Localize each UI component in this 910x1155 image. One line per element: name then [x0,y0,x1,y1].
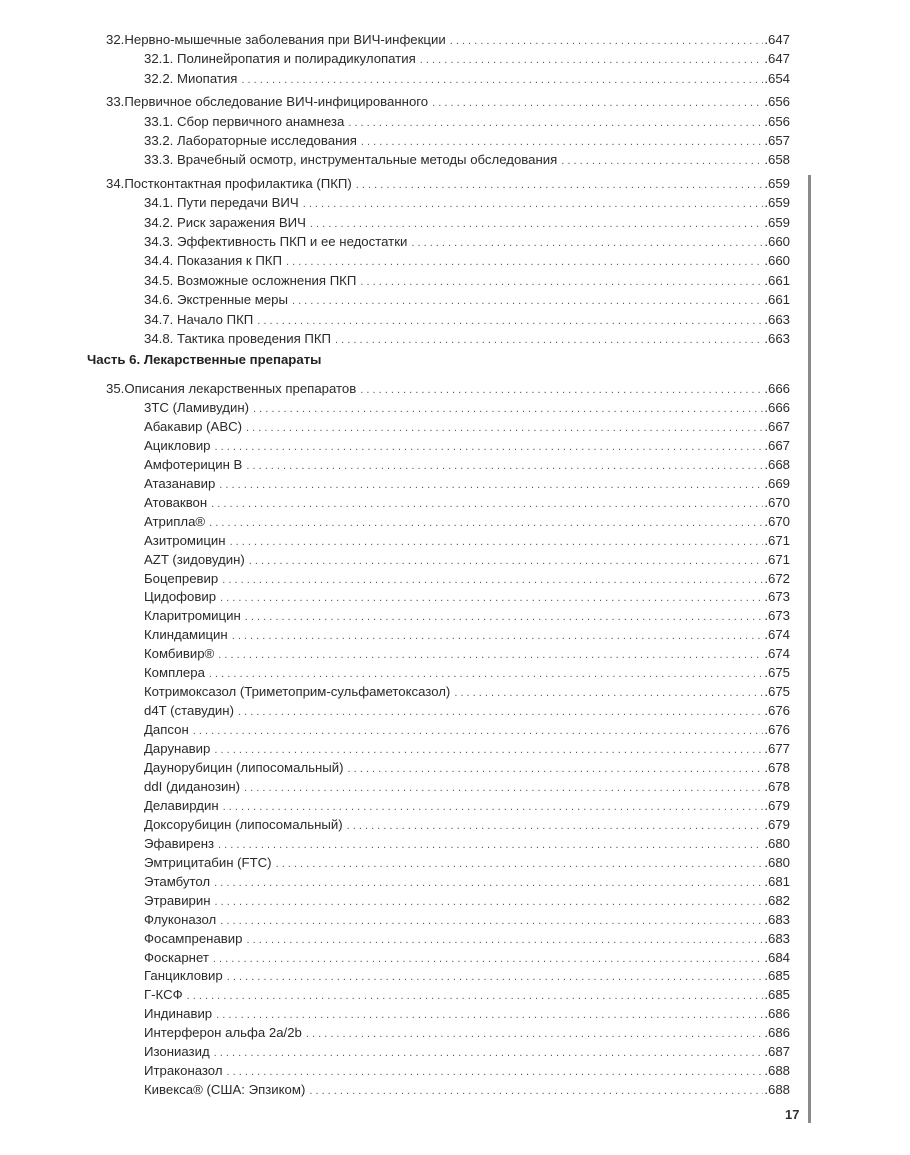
dot-leader [306,1025,763,1043]
entry-page-number: .670 [764,513,790,529]
dot-leader [411,234,763,252]
toc-subentry[interactable] [144,1081,790,1099]
toc-subentry[interactable] [144,418,790,436]
entry-title: Атазанавир [144,475,216,491]
entry-page-number: .659 [764,195,790,211]
toc-subentry[interactable] [144,702,790,720]
entry-title: 33.1. Сбор первичного анамнеза [144,113,345,129]
entry-page-number: .682 [764,892,790,908]
dot-leader [360,273,763,291]
dot-leader [246,457,763,475]
toc-subentry[interactable] [144,194,790,212]
entry-title: 34.7. Начало ПКП [144,311,254,327]
toc-subentry[interactable] [144,399,790,417]
entry-page-number: .675 [764,665,790,681]
entry-title: Итраконазол [144,1063,223,1079]
entry-title: Эфавиренз [144,835,215,851]
entry-page-number: .656 [764,94,790,110]
dot-leader [238,703,763,721]
entry-page-number: .663 [764,311,790,327]
dot-leader [218,836,763,854]
toc-subentry[interactable] [144,759,790,777]
entry-page-number: .659 [764,175,790,191]
entry-page-number: .666 [764,381,790,396]
toc-subentry[interactable] [144,949,790,967]
entry-page-number: .681 [764,873,790,889]
entry-page-number: .647 [764,51,790,67]
entry-page-number: .660 [764,253,790,269]
entry-page-number: .657 [764,133,790,148]
entry-title: Фоскарнет [144,949,209,965]
toc-subentry[interactable] [144,797,790,815]
entry-title: Клиндамицин [144,627,228,643]
entry-page-number: .661 [764,272,790,288]
toc-subentry[interactable] [144,664,790,682]
entry-title: 34.Постконтактная профилактика (ПКП) [106,175,352,191]
entry-page-number: .683 [764,930,790,946]
entry-page-number: .672 [764,570,790,586]
page-number: 17 [785,1107,800,1122]
dot-leader [214,1044,764,1062]
dot-leader [241,71,763,89]
toc-subentry[interactable] [144,214,790,232]
dot-leader [253,400,763,418]
entry-page-number: .679 [764,797,790,813]
dot-leader [232,627,764,645]
entry-page-number: .680 [764,854,790,870]
toc-subentry[interactable] [144,721,790,739]
dot-leader [220,589,763,607]
entry-title: 34.6. Экстренные меры [144,292,288,308]
entry-page-number: .667 [764,437,790,453]
toc-subentry[interactable] [144,456,790,474]
dot-leader [211,495,763,513]
dot-leader [348,760,764,778]
entry-title: 32.2. Миопатия [144,70,238,86]
entry-page-number: .680 [764,835,790,851]
toc-subentry[interactable] [144,740,790,758]
dot-leader [245,608,764,626]
entry-title: 32.1. Полинейропатия и полирадикулопатия [144,51,416,67]
dot-leader [193,722,764,740]
entry-title: Делавирдин [144,797,219,813]
entry-page-number: .686 [764,1025,790,1041]
dot-leader [227,968,764,986]
toc-subentry[interactable] [144,967,790,985]
dot-leader [222,571,763,589]
dot-leader [215,893,764,911]
entry-page-number: .671 [764,532,790,548]
entry-title: 33.3. Врачебный осмотр, инструментальные методы обследования [144,152,558,168]
entry-page-number: .663 [764,331,790,346]
entry-title: Индинавир [144,1006,213,1022]
toc-subentry[interactable] [144,233,790,251]
toc-chapter-entry[interactable] [106,380,790,398]
entry-title: 34.1. Пути передачи ВИЧ [144,195,299,211]
entry-title: Ганцикловир [144,968,223,984]
toc-subentry[interactable] [144,835,790,853]
dot-leader [219,476,763,494]
toc-subentry[interactable] [144,532,790,550]
dot-leader [214,874,763,892]
dot-leader [454,684,763,702]
entry-title: Фосампренавир [144,930,243,946]
toc-subentry[interactable] [144,494,790,512]
entry-title: Доксорубицин (липосомальный) [144,816,343,832]
dot-leader [227,1063,764,1081]
entry-title: Эмтрицитабин (FTC) [144,854,272,870]
dot-leader [309,1082,763,1100]
entry-title: Интерферон альфа 2a/2b [144,1025,302,1041]
entry-title: 35.Описания лекарственных препаратов [106,381,357,396]
dot-leader [246,419,763,437]
dot-leader [187,987,764,1005]
entry-page-number: .661 [764,292,790,308]
dot-leader [214,741,763,759]
toc-subentry[interactable] [144,70,790,88]
dot-leader [244,779,763,797]
entry-title: Цидофовир [144,589,217,605]
entry-title: Абакавир (ABC) [144,418,243,434]
dot-leader [347,817,764,835]
dot-leader [257,312,763,330]
entry-title: 34.8. Тактика проведения ПКП [144,331,332,346]
toc-subentry[interactable] [144,50,790,68]
dot-leader [220,912,763,930]
entry-page-number: .676 [764,722,790,738]
dot-leader [218,646,763,664]
toc-subentry[interactable] [144,113,790,131]
entry-title: ddI (диданозин) [144,778,241,794]
entry-title: Котримоксазол (Триметоприм-сульфаметоксазол) [144,684,451,700]
toc-subentry[interactable] [144,330,790,348]
dot-leader [561,152,763,170]
dot-leader [292,292,763,310]
entry-title: 34.2. Риск заражения ВИЧ [144,214,306,230]
entry-page-number: .668 [764,456,790,472]
toc-subentry[interactable] [144,645,790,663]
entry-title: Г-КСФ [144,987,183,1003]
entry-title: AZT (зидовудин) [144,551,245,567]
entry-page-number: .685 [764,968,790,984]
entry-title: 34.5. Возможные осложнения ПКП [144,272,357,288]
dot-leader [216,1006,763,1024]
dot-leader [209,514,763,532]
entry-title: 32.Нервно-мышечные заболевания при ВИЧ-инфекции [106,32,446,47]
entry-title: Комбивир® [144,646,215,662]
entry-page-number: .674 [764,627,790,643]
entry-title: 34.4. Показания к ПКП [144,253,282,269]
toc-subentry[interactable] [144,607,790,625]
toc-subentry[interactable] [144,291,790,309]
entry-title: Амфотерицин B [144,456,243,472]
dot-leader [215,438,764,456]
entry-page-number: .670 [764,494,790,510]
toc-subentry[interactable] [144,437,790,455]
entry-title: Этравирин [144,892,211,908]
entry-title: 33.2. Лабораторные исследования [144,133,357,148]
dot-leader [213,950,763,968]
dot-leader [247,931,764,949]
toc-subentry[interactable] [144,513,790,531]
entry-title: Даунорубицин (липосомальный) [144,760,344,775]
toc-subentry[interactable] [144,778,790,796]
toc-subentry[interactable] [144,1043,790,1061]
dot-leader [209,665,763,683]
entry-title: Кивекса® (США: Эпзиком) [144,1082,306,1098]
part-heading: Часть 6. Лекарственные препараты [87,352,322,367]
entry-title: d4T (ставудин) [144,703,234,719]
dot-leader [348,114,763,132]
entry-title: 33.Первичное обследование ВИЧ-инфицированного [106,94,429,110]
dot-leader [286,253,763,271]
entry-page-number: .685 [764,987,790,1003]
toc-subentry[interactable] [144,854,790,872]
entry-page-number: .673 [764,589,790,605]
toc-chapter-entry[interactable] [106,31,790,49]
dot-leader [223,798,764,816]
entry-page-number: .675 [764,684,790,700]
entry-title: Боцепревир [144,570,219,586]
entry-page-number: .658 [764,152,790,168]
entry-page-number: .678 [764,760,790,775]
entry-page-number: .660 [764,234,790,249]
entry-page-number: .688 [764,1063,790,1079]
entry-title: Этамбутол [144,873,211,889]
entry-page-number: .659 [764,214,790,230]
entry-page-number: .647 [764,32,790,47]
entry-page-number: .678 [764,778,790,794]
dot-leader [450,32,764,50]
entry-page-number: .667 [764,418,790,434]
entry-page-number: .669 [764,475,790,491]
dot-leader [335,331,763,349]
entry-title: Атоваквон [144,494,208,510]
dot-leader [361,133,763,151]
entry-page-number: .666 [764,399,790,415]
entry-page-number: .684 [764,949,790,965]
toc-subentry[interactable] [144,873,790,891]
entry-title: 3TC (Ламивудин) [144,399,249,415]
toc-subentry[interactable] [144,570,790,588]
toc-subentry[interactable] [144,1062,790,1080]
toc-subentry[interactable] [144,551,790,569]
entry-page-number: .676 [764,703,790,719]
dot-leader [360,381,763,399]
entry-page-number: .677 [764,741,790,757]
entry-page-number: .674 [764,646,790,662]
toc-subentry[interactable] [144,911,790,929]
margin-bar [808,175,811,1123]
toc-subentry[interactable] [144,816,790,834]
entry-page-number: .686 [764,1006,790,1022]
entry-title: Комплера [144,665,205,681]
entry-title: 34.3. Эффективность ПКП и ее недостатки [144,234,408,249]
dot-leader [249,552,764,570]
entry-title: Ацикловир [144,437,211,453]
entry-page-number: .687 [764,1044,790,1060]
entry-title: Атрипла® [144,513,206,529]
toc-subentry[interactable] [144,683,790,701]
entry-page-number: .654 [764,70,790,86]
toc-subentry[interactable] [144,151,790,169]
toc-chapter-entry[interactable] [106,93,790,111]
toc-subentry[interactable] [144,252,790,270]
toc-subentry[interactable] [144,588,790,606]
toc-subentry[interactable] [144,311,790,329]
dot-leader [432,94,763,112]
toc-subentry[interactable] [144,930,790,948]
entry-page-number: .688 [764,1082,790,1098]
dot-leader [356,176,764,194]
toc-subentry[interactable] [144,475,790,493]
entry-title: Дапсон [144,722,189,738]
toc-subentry[interactable] [144,1024,790,1042]
dot-leader [420,51,764,69]
toc-subentry[interactable] [144,986,790,1004]
entry-title: Изониазид [144,1044,210,1060]
toc-subentry[interactable] [144,892,790,910]
entry-title: Дарунавир [144,741,211,757]
toc-chapter-entry[interactable] [106,175,790,193]
toc-subentry[interactable] [144,1005,790,1023]
dot-leader [303,195,764,213]
entry-page-number: .673 [764,608,790,624]
toc-subentry[interactable] [144,626,790,644]
dot-leader [276,855,764,873]
dot-leader [310,215,763,233]
toc-subentry[interactable] [144,132,790,150]
entry-page-number: .679 [764,816,790,832]
entry-page-number: .683 [764,911,790,927]
entry-title: Кларитромицин [144,608,241,624]
entry-page-number: .671 [764,551,790,567]
toc-subentry[interactable] [144,272,790,290]
entry-page-number: .656 [764,113,790,129]
entry-title: Азитромицин [144,532,226,548]
entry-title: Флуконазол [144,911,217,927]
dot-leader [230,533,764,551]
